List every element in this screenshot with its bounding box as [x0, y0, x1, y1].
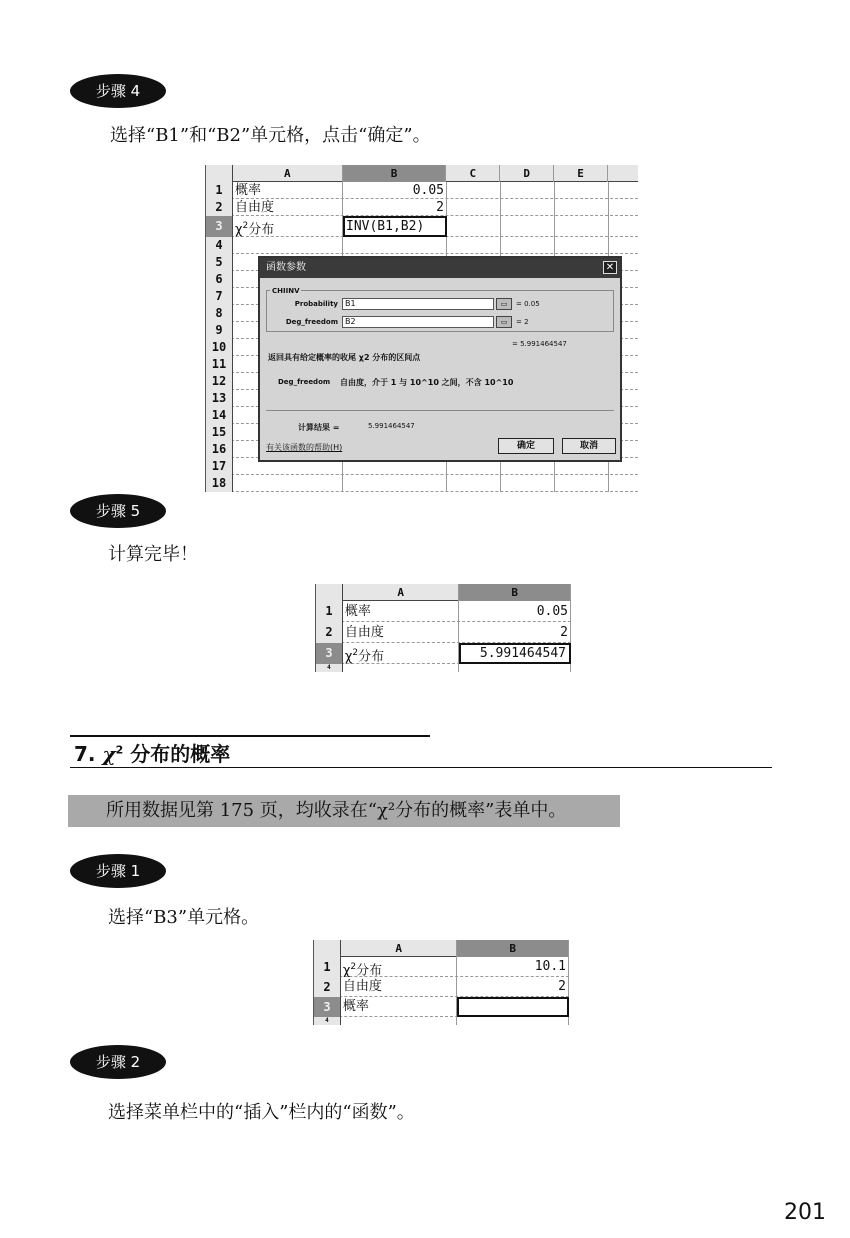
- row-header[interactable]: 13: [206, 390, 233, 407]
- collapse-dialog-icon[interactable]: ▭: [496, 298, 512, 310]
- cell-d1[interactable]: [501, 182, 555, 199]
- probability-result: = 0.05: [516, 300, 540, 308]
- cell-a2[interactable]: 自由度: [343, 622, 460, 643]
- cell-e3[interactable]: [555, 216, 609, 237]
- spreadsheet-step1: [313, 940, 569, 1025]
- collapse-dialog-icon[interactable]: ▭: [496, 316, 512, 328]
- cell-a1[interactable]: 概率: [233, 182, 343, 199]
- cell-b2[interactable]: 2: [343, 199, 447, 216]
- deg-freedom-input[interactable]: B2: [342, 316, 494, 328]
- function-arguments-dialog: [258, 256, 622, 462]
- section-title: [74, 738, 230, 767]
- chi-symbol: χ: [235, 222, 243, 237]
- arg-help-text: 自由度，介于 1 与 10^10 之间，不含 10^10: [340, 378, 514, 387]
- column-header-extra: [608, 165, 638, 182]
- page-number: 201: [784, 1200, 826, 1225]
- cell-c1[interactable]: [447, 182, 501, 199]
- row-header[interactable]: 10: [206, 339, 233, 356]
- superscript: 2: [242, 221, 249, 231]
- cell-d[interactable]: [501, 237, 555, 254]
- chi-symbol: χ: [102, 742, 116, 766]
- cell-e1[interactable]: [555, 182, 609, 199]
- cell-b1[interactable]: 0.05: [343, 182, 447, 199]
- step-2-text: 选择菜单栏中的“插入”栏内的“函数”。: [108, 1102, 415, 1123]
- column-header-a[interactable]: A: [343, 584, 460, 601]
- cell-a1[interactable]: 概率: [343, 601, 460, 622]
- superscript: 2: [115, 743, 124, 757]
- cell-d2[interactable]: [501, 199, 555, 216]
- arg-help-label: Deg_freedom: [278, 378, 331, 386]
- step-1-text: 选择“B3”单元格。: [108, 907, 260, 928]
- cell-a[interactable]: [233, 237, 343, 254]
- close-icon[interactable]: ✕: [603, 261, 617, 274]
- section-top-rule: [70, 735, 430, 737]
- table-row: [316, 643, 571, 664]
- row-header[interactable]: 1: [206, 182, 233, 199]
- cell-b1[interactable]: 0.05: [459, 601, 571, 622]
- section-number: 7.: [74, 742, 96, 766]
- table-row: [314, 997, 569, 1017]
- cancel-button[interactable]: 取消: [562, 438, 616, 454]
- cell-c3[interactable]: [447, 216, 501, 237]
- column-header-a[interactable]: A: [233, 165, 343, 182]
- dialog-titlebar: [260, 258, 620, 278]
- cell-a3-suffix: 分布: [248, 222, 275, 237]
- table-row: [206, 475, 638, 492]
- cell-a2[interactable]: 自由度: [341, 977, 458, 997]
- corner-cell[interactable]: [316, 584, 343, 601]
- table-row: [314, 957, 569, 977]
- row-header[interactable]: 2: [316, 622, 343, 643]
- cell-e[interactable]: [555, 475, 609, 492]
- column-header-a[interactable]: A: [341, 940, 458, 957]
- cell-b2[interactable]: 2: [457, 977, 569, 997]
- cell-c[interactable]: [447, 237, 501, 254]
- row-header[interactable]: 2: [206, 199, 233, 216]
- step-4-text: 选择“B1”和“B2”单元格，点击“确定”。: [110, 125, 431, 146]
- row-header[interactable]: 4: [316, 664, 343, 672]
- cell-a4[interactable]: [341, 1017, 458, 1025]
- cell-b2[interactable]: 2: [459, 622, 571, 643]
- cell-a1-suffix: 分布: [356, 963, 383, 977]
- cell-e2[interactable]: [555, 199, 609, 216]
- table-row: [316, 664, 571, 672]
- cell-a1[interactable]: [341, 957, 458, 977]
- row-header[interactable]: 5: [206, 254, 233, 271]
- probability-input[interactable]: B1: [342, 298, 494, 310]
- row-header[interactable]: 3: [316, 643, 343, 664]
- cell-b4[interactable]: [457, 1017, 569, 1025]
- ok-button[interactable]: 确定: [498, 438, 554, 454]
- row-header[interactable]: 4: [314, 1017, 341, 1025]
- chi-symbol: χ: [342, 963, 351, 977]
- column-header-b[interactable]: B: [457, 940, 569, 957]
- step-1-badge: 步骤 1: [70, 854, 166, 888]
- superscript: 2: [350, 962, 357, 972]
- table-row: [206, 182, 638, 199]
- table-row: [314, 1017, 569, 1025]
- row-header[interactable]: 17: [206, 458, 233, 475]
- column-header-row: [316, 584, 571, 601]
- cell-a[interactable]: [233, 475, 343, 492]
- row-header[interactable]: 16: [206, 441, 233, 458]
- function-name: CHIINV: [272, 287, 300, 295]
- row-header[interactable]: 15: [206, 424, 233, 441]
- data-source-note: 所用数据见第 175 页，均收录在“χ²分布的概率”表单中。: [68, 795, 620, 827]
- table-row: [316, 622, 571, 643]
- cell-a3[interactable]: [233, 216, 343, 237]
- row-header[interactable]: 1: [316, 601, 343, 622]
- row-header[interactable]: 6: [206, 271, 233, 288]
- cell-b4[interactable]: [459, 664, 571, 672]
- cell-a3-suffix: 分布: [358, 649, 385, 664]
- cell-a2[interactable]: 自由度: [233, 199, 343, 216]
- row-header[interactable]: 8: [206, 305, 233, 322]
- cell-b[interactable]: [343, 237, 447, 254]
- cell-b1[interactable]: 10.1: [457, 957, 569, 977]
- row-header[interactable]: 18: [206, 475, 233, 492]
- row-header[interactable]: 1: [314, 957, 341, 977]
- row-header[interactable]: 14: [206, 407, 233, 424]
- corner-cell[interactable]: [314, 940, 341, 957]
- section-bottom-rule: [70, 767, 772, 768]
- cell-a3[interactable]: [343, 643, 460, 664]
- arg-label-deg-freedom: Deg_freedom: [285, 318, 338, 326]
- section-title-text: 分布的概率: [130, 742, 231, 766]
- table-row: [206, 199, 638, 216]
- cell-b3-selected[interactable]: [457, 997, 569, 1017]
- cell-a3[interactable]: 概率: [341, 997, 458, 1017]
- cell-b3-formula[interactable]: INV(B1,B2): [343, 216, 447, 237]
- table-row: [206, 216, 638, 237]
- column-header-d[interactable]: D: [500, 165, 554, 182]
- result-label: 计算结果 =: [298, 423, 340, 432]
- row-header[interactable]: 3: [314, 997, 341, 1017]
- column-header-e[interactable]: E: [554, 165, 608, 182]
- step-5-text: 计算完毕！: [108, 544, 198, 565]
- divider: [266, 410, 614, 411]
- row-header[interactable]: 11: [206, 356, 233, 373]
- chi-symbol: χ: [344, 649, 353, 664]
- column-header-row: [206, 165, 638, 182]
- table-row: [316, 601, 571, 622]
- dialog-title: 函数参数: [266, 262, 306, 273]
- arg-label-probability: Probability: [294, 300, 338, 308]
- cell-d3[interactable]: [501, 216, 555, 237]
- step-5-badge: 步骤 5: [70, 494, 166, 528]
- row-header[interactable]: 2: [314, 977, 341, 997]
- column-header-b[interactable]: B: [459, 584, 571, 601]
- row-header[interactable]: 4: [206, 237, 233, 254]
- table-row: [314, 977, 569, 997]
- result-value: 5.991464547: [368, 422, 415, 430]
- step-2-badge: 步骤 2: [70, 1045, 166, 1079]
- deg-freedom-result: = 2: [516, 318, 529, 326]
- column-header-row: [314, 940, 569, 957]
- cell-c[interactable]: [447, 475, 501, 492]
- row-header[interactable]: 7: [206, 288, 233, 305]
- step-4-badge: 步骤 4: [70, 74, 166, 108]
- cell-c2[interactable]: [447, 199, 501, 216]
- function-description: 返回具有给定概率的收尾 χ2 分布的区间点: [268, 353, 421, 362]
- cell-a4[interactable]: [343, 664, 460, 672]
- row-header[interactable]: 3: [206, 216, 233, 237]
- corner-cell[interactable]: [206, 165, 233, 182]
- column-header-b[interactable]: B: [343, 165, 447, 182]
- superscript: 2: [352, 648, 359, 658]
- row-header[interactable]: 12: [206, 373, 233, 390]
- formula-total: = 5.991464547: [512, 340, 567, 348]
- cell-b3-result[interactable]: 5.991464547: [459, 643, 571, 664]
- help-link[interactable]: 有关该函数的帮助(H): [266, 443, 343, 452]
- column-header-c[interactable]: C: [446, 165, 500, 182]
- cell-b[interactable]: [343, 475, 447, 492]
- cell-d[interactable]: [501, 475, 555, 492]
- cell-e[interactable]: [555, 237, 609, 254]
- row-header[interactable]: 9: [206, 322, 233, 339]
- spreadsheet-step5: [315, 584, 571, 672]
- table-row: [206, 237, 638, 254]
